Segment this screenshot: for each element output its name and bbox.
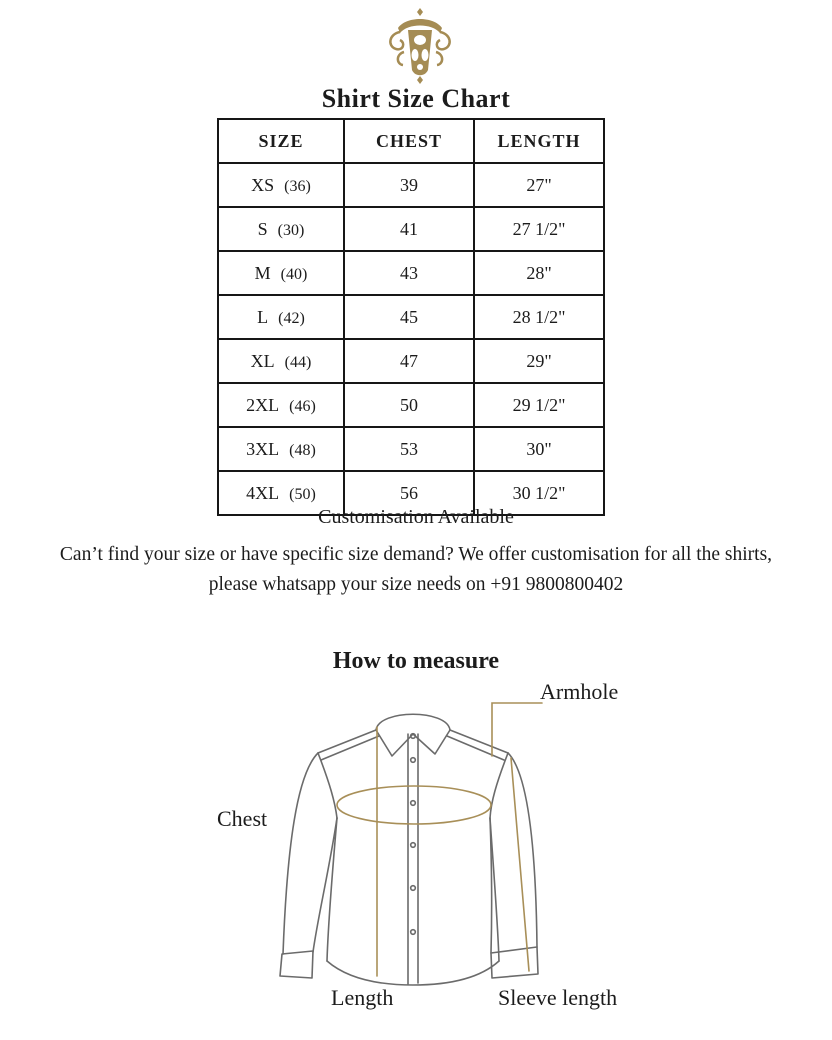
collar-top: [376, 714, 450, 730]
armhole-label: Armhole: [540, 679, 619, 704]
size-fit: (36): [284, 177, 311, 195]
button: [411, 886, 416, 891]
page-title: Shirt Size Chart: [321, 84, 511, 113]
chest-label: Chest: [217, 806, 268, 831]
chest-cell: 56: [344, 471, 474, 515]
length-cell: 27": [474, 163, 604, 207]
table-header-row: [218, 119, 604, 163]
table-row: [218, 251, 604, 295]
button: [411, 801, 416, 806]
cuff-left: [280, 951, 313, 978]
length-cell: 28 1/2": [474, 295, 604, 339]
size-cell: [218, 339, 344, 383]
armhole-pointer-line: [492, 703, 542, 756]
length-cell: 30": [474, 427, 604, 471]
table-row: [218, 383, 604, 427]
size-fit: (48): [289, 441, 316, 459]
shirt-measure-diagram: [180, 676, 660, 1021]
length-cell: 28": [474, 251, 604, 295]
column-header-size: SIZE: [218, 119, 344, 163]
chest-cell: 53: [344, 427, 474, 471]
size-label: L: [257, 306, 269, 327]
measure-guide-heading: How to measure: [332, 648, 500, 674]
size-cell: [218, 427, 344, 471]
chest-cell: 43: [344, 251, 474, 295]
size-fit: (44): [284, 353, 312, 371]
chest-cell: 45: [344, 295, 474, 339]
customisation-note: Can’t find your size or have specific size demand? We offer customisation for all the shirts, please whatsapp your size needs on +91 9800800402: [59, 544, 773, 596]
size-label: S: [257, 218, 268, 239]
size-fit: (42): [278, 309, 305, 327]
chest-cell: 41: [344, 207, 474, 251]
size-fit: (46): [289, 397, 316, 415]
length-cell: 29": [474, 339, 604, 383]
length-label: Length: [331, 985, 394, 1010]
size-chart-table: [217, 118, 605, 516]
column-header-chest: CHEST: [344, 119, 474, 163]
chest-cell: 39: [344, 163, 474, 207]
chest-cell: 47: [344, 339, 474, 383]
size-cell: [218, 163, 344, 207]
hem: [327, 961, 499, 985]
logo-filled-parts: [398, 8, 442, 84]
table-row: [218, 295, 604, 339]
button: [411, 758, 416, 763]
table-row: [218, 427, 604, 471]
armhole-seam-right: [490, 753, 508, 818]
brand-ornate-monogram-icon: [384, 8, 456, 86]
table-row: [218, 163, 604, 207]
size-cell: [218, 295, 344, 339]
chest-cell: 50: [344, 383, 474, 427]
size-label: 3XL: [246, 438, 280, 459]
button: [411, 843, 416, 848]
button: [411, 734, 416, 739]
length-cell: 27 1/2": [474, 207, 604, 251]
length-cell: 29 1/2": [474, 383, 604, 427]
size-label: 2XL: [246, 394, 280, 415]
body-left: [327, 818, 337, 961]
size-label: XL: [250, 350, 275, 371]
table-row: [218, 207, 604, 251]
size-fit: (30): [277, 221, 305, 239]
size-cell: [218, 207, 344, 251]
size-label: XS: [251, 174, 275, 195]
sleeve-left-inner: [313, 818, 337, 952]
size-label: M: [254, 262, 271, 283]
button: [411, 930, 416, 935]
sleeve-left-outer: [283, 753, 318, 954]
armhole-seam-left: [318, 753, 337, 818]
size-cell: [218, 383, 344, 427]
shirt-outline: [280, 714, 538, 985]
sleeve-length-measure-line: [511, 758, 529, 971]
size-fit: (40): [280, 265, 308, 283]
length-cell: 30 1/2": [474, 471, 604, 515]
customisation-heading: Customisation Available: [318, 506, 514, 528]
size-label: 4XL: [246, 482, 280, 503]
size-cell: [218, 251, 344, 295]
column-header-length: LENGTH: [474, 119, 604, 163]
size-fit: (50): [289, 485, 316, 503]
table-row: [218, 339, 604, 383]
measurement-lines: [337, 703, 542, 976]
sleeve-length-label: Sleeve length: [498, 985, 618, 1010]
